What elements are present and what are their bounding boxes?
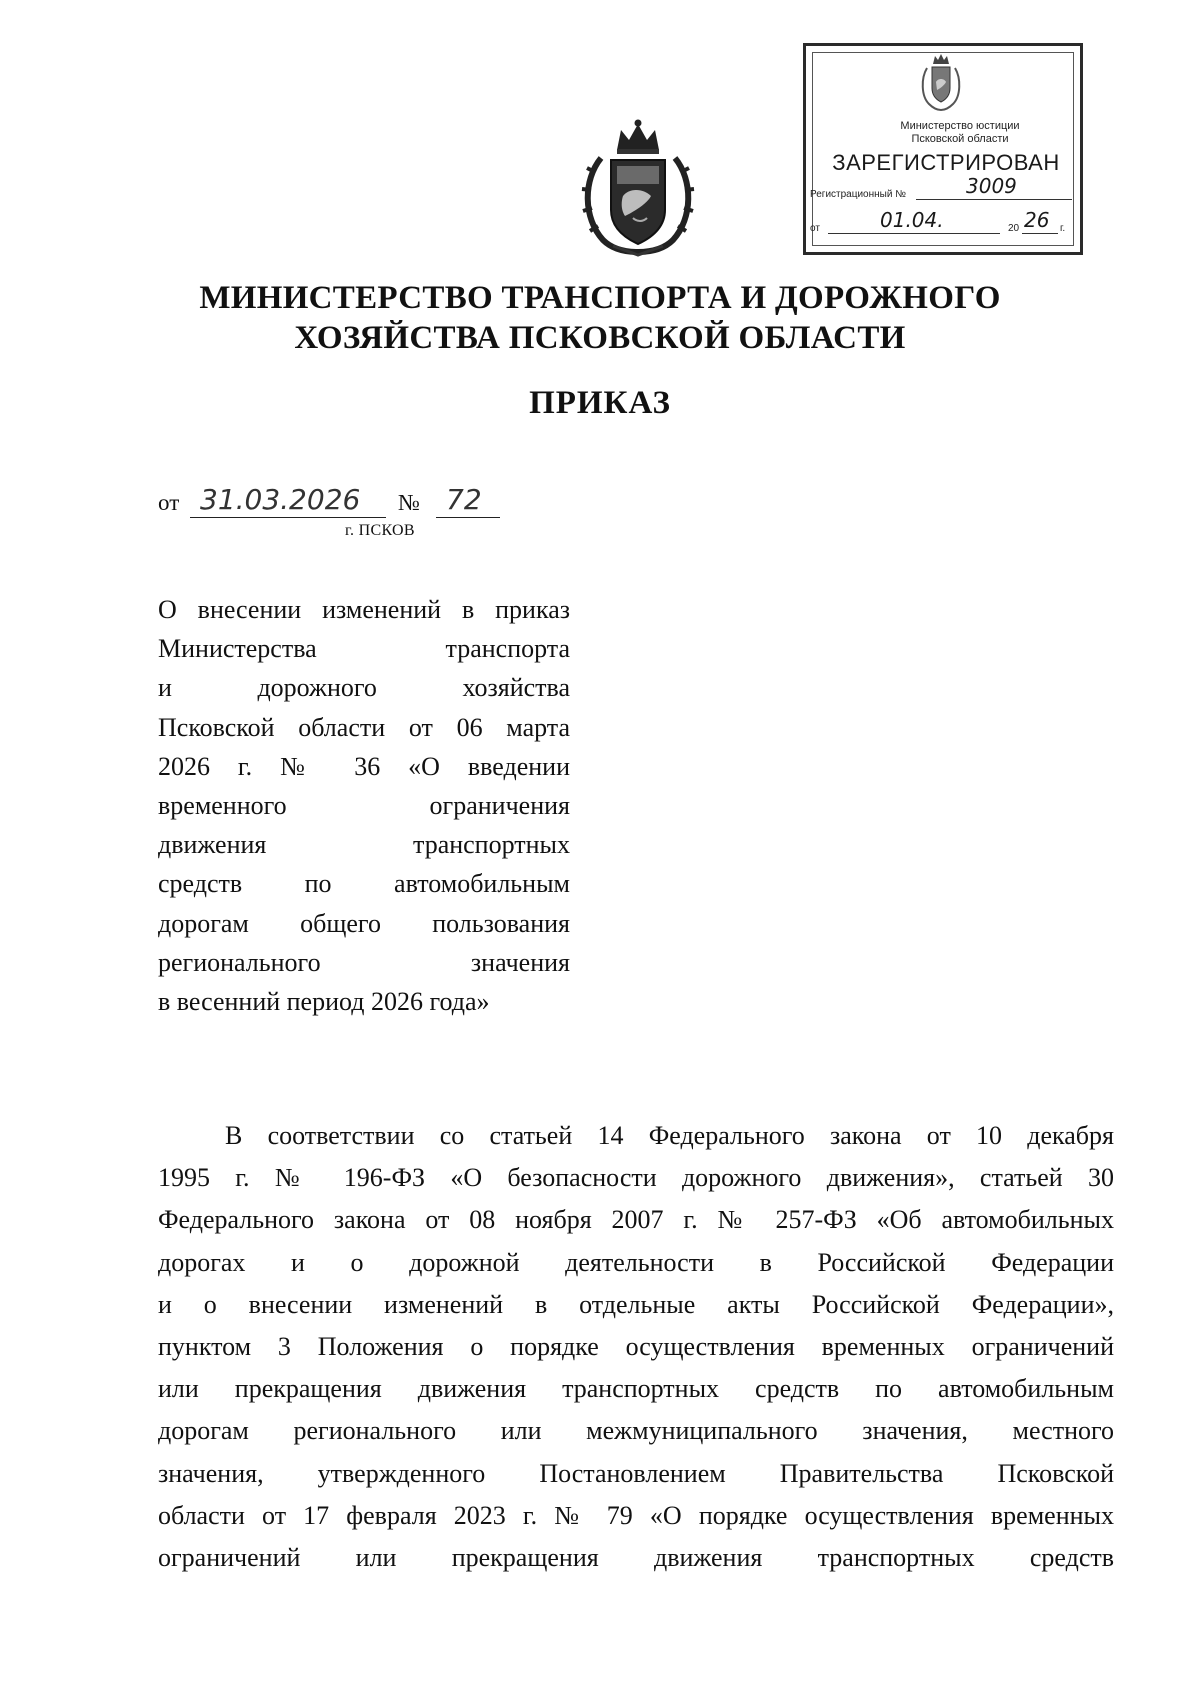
subject-line: регионального значения <box>158 947 570 977</box>
ministry-title <box>150 278 1050 358</box>
body-line: и о внесении изменений в отдельные акты Российской Федерации», <box>158 1289 1114 1319</box>
ministry-title-line1: МИНИСТЕРСТВО ТРАНСПОРТА И ДОРОЖНОГО <box>199 280 1001 316</box>
order-number-label: № <box>398 490 420 515</box>
stamp-year-prefix: 20 <box>1008 223 1020 234</box>
subject-line: Псковской области от 06 марта <box>158 712 570 742</box>
body-line: Федерального закона от 08 ноября 2007 г. № 257-ФЗ «Об автомобильных <box>158 1205 1114 1235</box>
subject-line: движения транспортных <box>158 830 570 860</box>
stamp-status: ЗАРЕГИСТРИРОВАН <box>832 150 1060 175</box>
registration-stamp <box>803 43 1083 255</box>
stamp-coat-of-arms-icon <box>919 52 963 112</box>
subject-line: дорогам общего пользования <box>158 908 570 938</box>
stamp-date-label: от <box>810 223 820 234</box>
stamp-reg-label: Регистрационный № <box>810 189 906 200</box>
order-body-paragraph <box>158 1115 1114 1579</box>
stamp-year-value: 26 <box>1024 208 1050 232</box>
order-number-value: 72 <box>446 483 482 516</box>
stamp-reg-number: 3009 <box>966 174 1017 198</box>
subject-line: О внесении изменений в приказ <box>158 595 570 624</box>
subject-line: средств по автомобильным <box>158 869 570 899</box>
subject-line: 2026 г. № 36 «О введении <box>158 751 570 781</box>
order-date-value: 31.03.2026 <box>200 483 361 516</box>
subject-line: Министерства транспорта <box>158 634 570 664</box>
ministry-title-line2: ХОЗЯЙСТВА ПСКОВСКОЙ ОБЛАСТИ <box>294 320 906 356</box>
body-line: дорогах и о дорожной деятельности в Российской Федерации <box>158 1247 1114 1277</box>
body-line: или прекращения движения транспортных средств по автомобильным <box>158 1374 1114 1404</box>
body-line: В соответствии со статьей 14 Федерального закона от 10 декабря <box>225 1121 1114 1150</box>
stamp-ministry-line2: Псковской области <box>911 133 1009 145</box>
subject-line: временного ограничения <box>158 791 570 821</box>
stamp-date-row <box>810 208 1076 236</box>
body-line: значения, утвержденного Постановлением Правительства Псковской <box>158 1458 1114 1488</box>
order-date-label: от <box>158 490 180 515</box>
subject-line: и дорожного хозяйства <box>158 673 570 703</box>
body-line: 1995 г. № 196-ФЗ «О безопасности дорожного движения», статьей 30 <box>158 1163 1114 1193</box>
body-line: дорогам регионального или межмуниципального значения, местного <box>158 1416 1114 1446</box>
document-type-heading: ПРИКАЗ <box>529 385 671 421</box>
stamp-ministry-line1: Министерство юстиции <box>900 120 1020 132</box>
stamp-year-suffix: г. <box>1060 223 1066 234</box>
body-line: пунктом 3 Положения о порядке осуществления временных ограничений <box>158 1332 1114 1362</box>
stamp-ministry-name <box>846 120 1074 146</box>
order-city: г. ПСКОВ <box>345 522 415 539</box>
coat-of-arms-emblem <box>573 118 703 258</box>
order-subject <box>158 590 570 1021</box>
stamp-registration-row <box>810 174 1076 202</box>
subject-line: в весенний период 2026 года» <box>158 987 490 1017</box>
stamp-date-value: 01.04. <box>880 208 944 232</box>
body-line: области от 17 февраля 2023 г. № 79 «О порядке осуществления временных <box>158 1500 1114 1530</box>
body-line: ограничений или прекращения движения транспортных средств <box>158 1543 1114 1573</box>
order-date-number-row <box>158 483 508 522</box>
